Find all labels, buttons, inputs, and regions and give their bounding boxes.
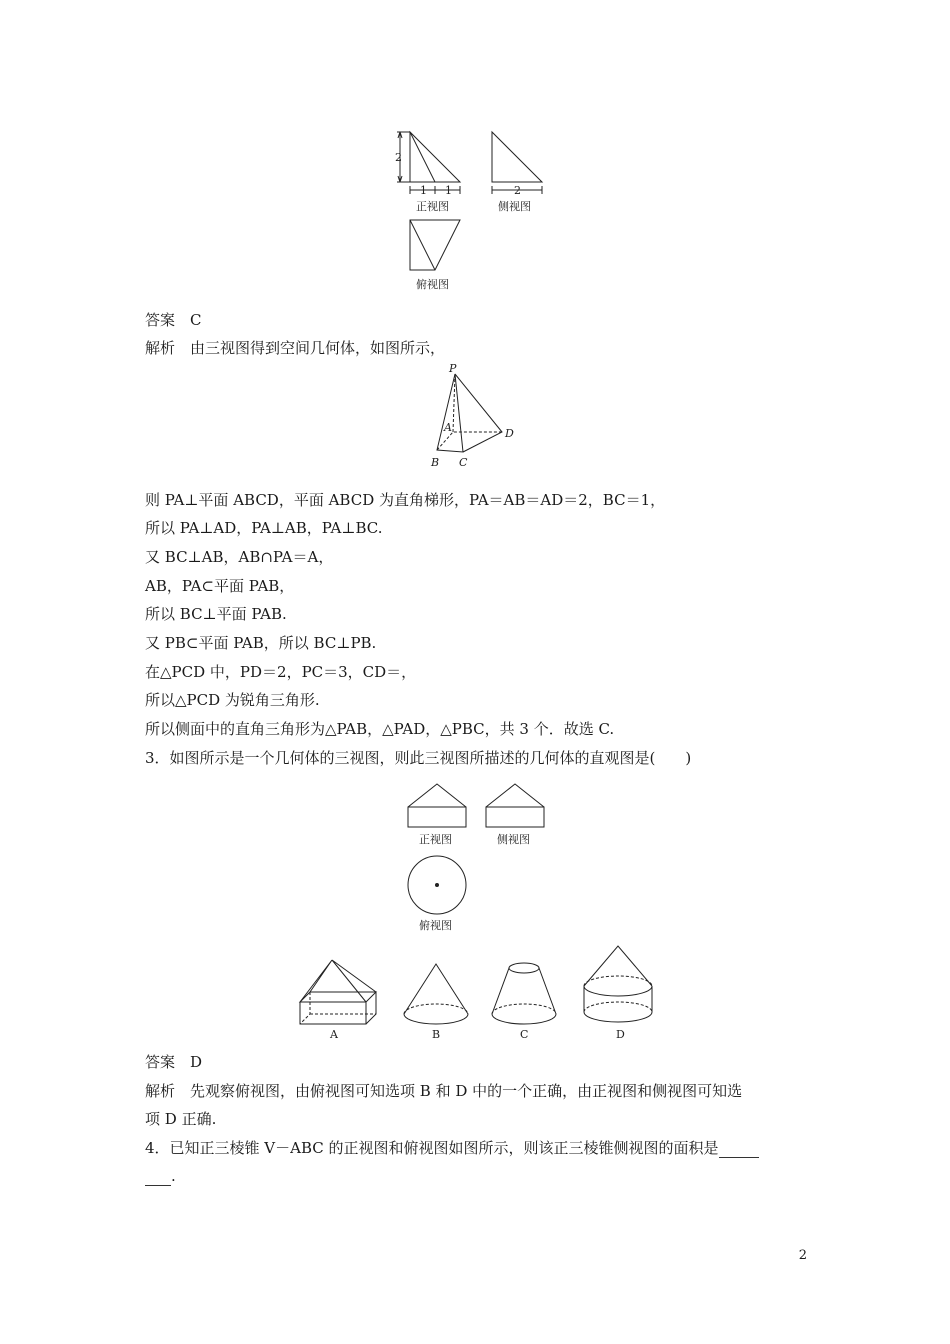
vertex-c-label: C	[459, 456, 468, 469]
top-view-caption: 俯视图	[416, 278, 449, 291]
option-a-shape	[300, 960, 376, 1024]
analysis-1-line-7: 在△PCD 中，PD＝2，PC＝3，CD＝，	[145, 663, 417, 681]
options-figure	[292, 942, 672, 1042]
width-dim-b-label: 1	[445, 184, 452, 197]
option-c-shape	[492, 963, 556, 1024]
answer-blank[interactable]	[719, 1143, 759, 1158]
analysis-1-line-3: 又 BC⊥AB，AB∩PA＝A，	[145, 548, 334, 566]
vertex-b-label: B	[431, 456, 440, 469]
center-dot	[435, 883, 439, 887]
page-number: 2	[798, 1248, 807, 1263]
option-d-label: D	[616, 1028, 625, 1041]
analysis-1-line-6: 又 PB⊂平面 PAB，所以 BC⊥PB.	[145, 634, 377, 652]
question-3: 3．如图所示是一个几何体的三视图，则此三视图所描述的几何体的直观图是( )	[145, 749, 692, 767]
analysis-1-line-1: 则 PA⊥平面 ABCD，平面 ABCD 为直角梯形，PA＝AB＝AD＝2，BC＝1，	[145, 491, 666, 509]
answer-1: 答案 C	[145, 311, 202, 329]
analysis-1-line-5: 所以 BC⊥平面 PAB.	[145, 605, 287, 623]
analysis-3-line-2: 项 D 正确.	[145, 1110, 217, 1128]
answer-blank-continued[interactable]	[145, 1171, 171, 1186]
front-view-shape	[408, 784, 466, 827]
pyramid-figure	[425, 362, 525, 472]
side-view-caption: 侧视图	[498, 200, 531, 213]
option-d-shape	[584, 946, 652, 1022]
option-b-shape	[404, 964, 468, 1024]
option-c-label: C	[520, 1028, 529, 1041]
vertex-d-label: D	[505, 427, 514, 440]
width-dim-a-label: 1	[420, 184, 427, 197]
question-4: 4．已知正三棱锥 V－ABC 的正视图和俯视图如图所示，则该正三棱锥侧视图的面积是	[145, 1138, 759, 1158]
answer-3: 答案 D	[145, 1053, 203, 1071]
analysis-3-line-1: 解析 先观察俯视图，由俯视图可知选项 B 和 D 中的一个正确，由正视图和侧视图可知选	[145, 1082, 743, 1100]
analysis-1-line-4: AB，PA⊂平面 PAB，	[145, 577, 295, 595]
question-4-continuation: .	[145, 1166, 176, 1186]
side-view-caption: 侧视图	[497, 833, 530, 846]
analysis-1-line-9: 所以侧面中的直角三角形为△PAB，△PAD，△PBC，共 3 个．故选 C.	[145, 720, 615, 738]
vertex-p-label: P	[449, 362, 457, 375]
option-b-label: B	[432, 1028, 441, 1041]
analysis-1-line-8: 所以△PCD 为锐角三角形.	[145, 691, 320, 709]
vertex-a-label: A	[444, 421, 452, 434]
top-view-caption: 俯视图	[419, 919, 452, 932]
three-views-figure-3	[400, 780, 560, 935]
analysis-1-intro: 解析 由三视图得到空间几何体，如图所示，	[145, 339, 446, 357]
front-view-caption: 正视图	[416, 200, 449, 213]
side-dim-label: 2	[514, 184, 521, 197]
height-dim-label: 2	[395, 151, 402, 164]
three-views-figure-1	[392, 128, 552, 296]
top-view-shape	[410, 220, 460, 270]
front-view-caption: 正视图	[419, 833, 452, 846]
analysis-1-line-2: 所以 PA⊥AD，PA⊥AB，PA⊥BC.	[145, 519, 383, 537]
side-view-shape	[486, 784, 544, 827]
option-a-label: A	[330, 1028, 338, 1041]
